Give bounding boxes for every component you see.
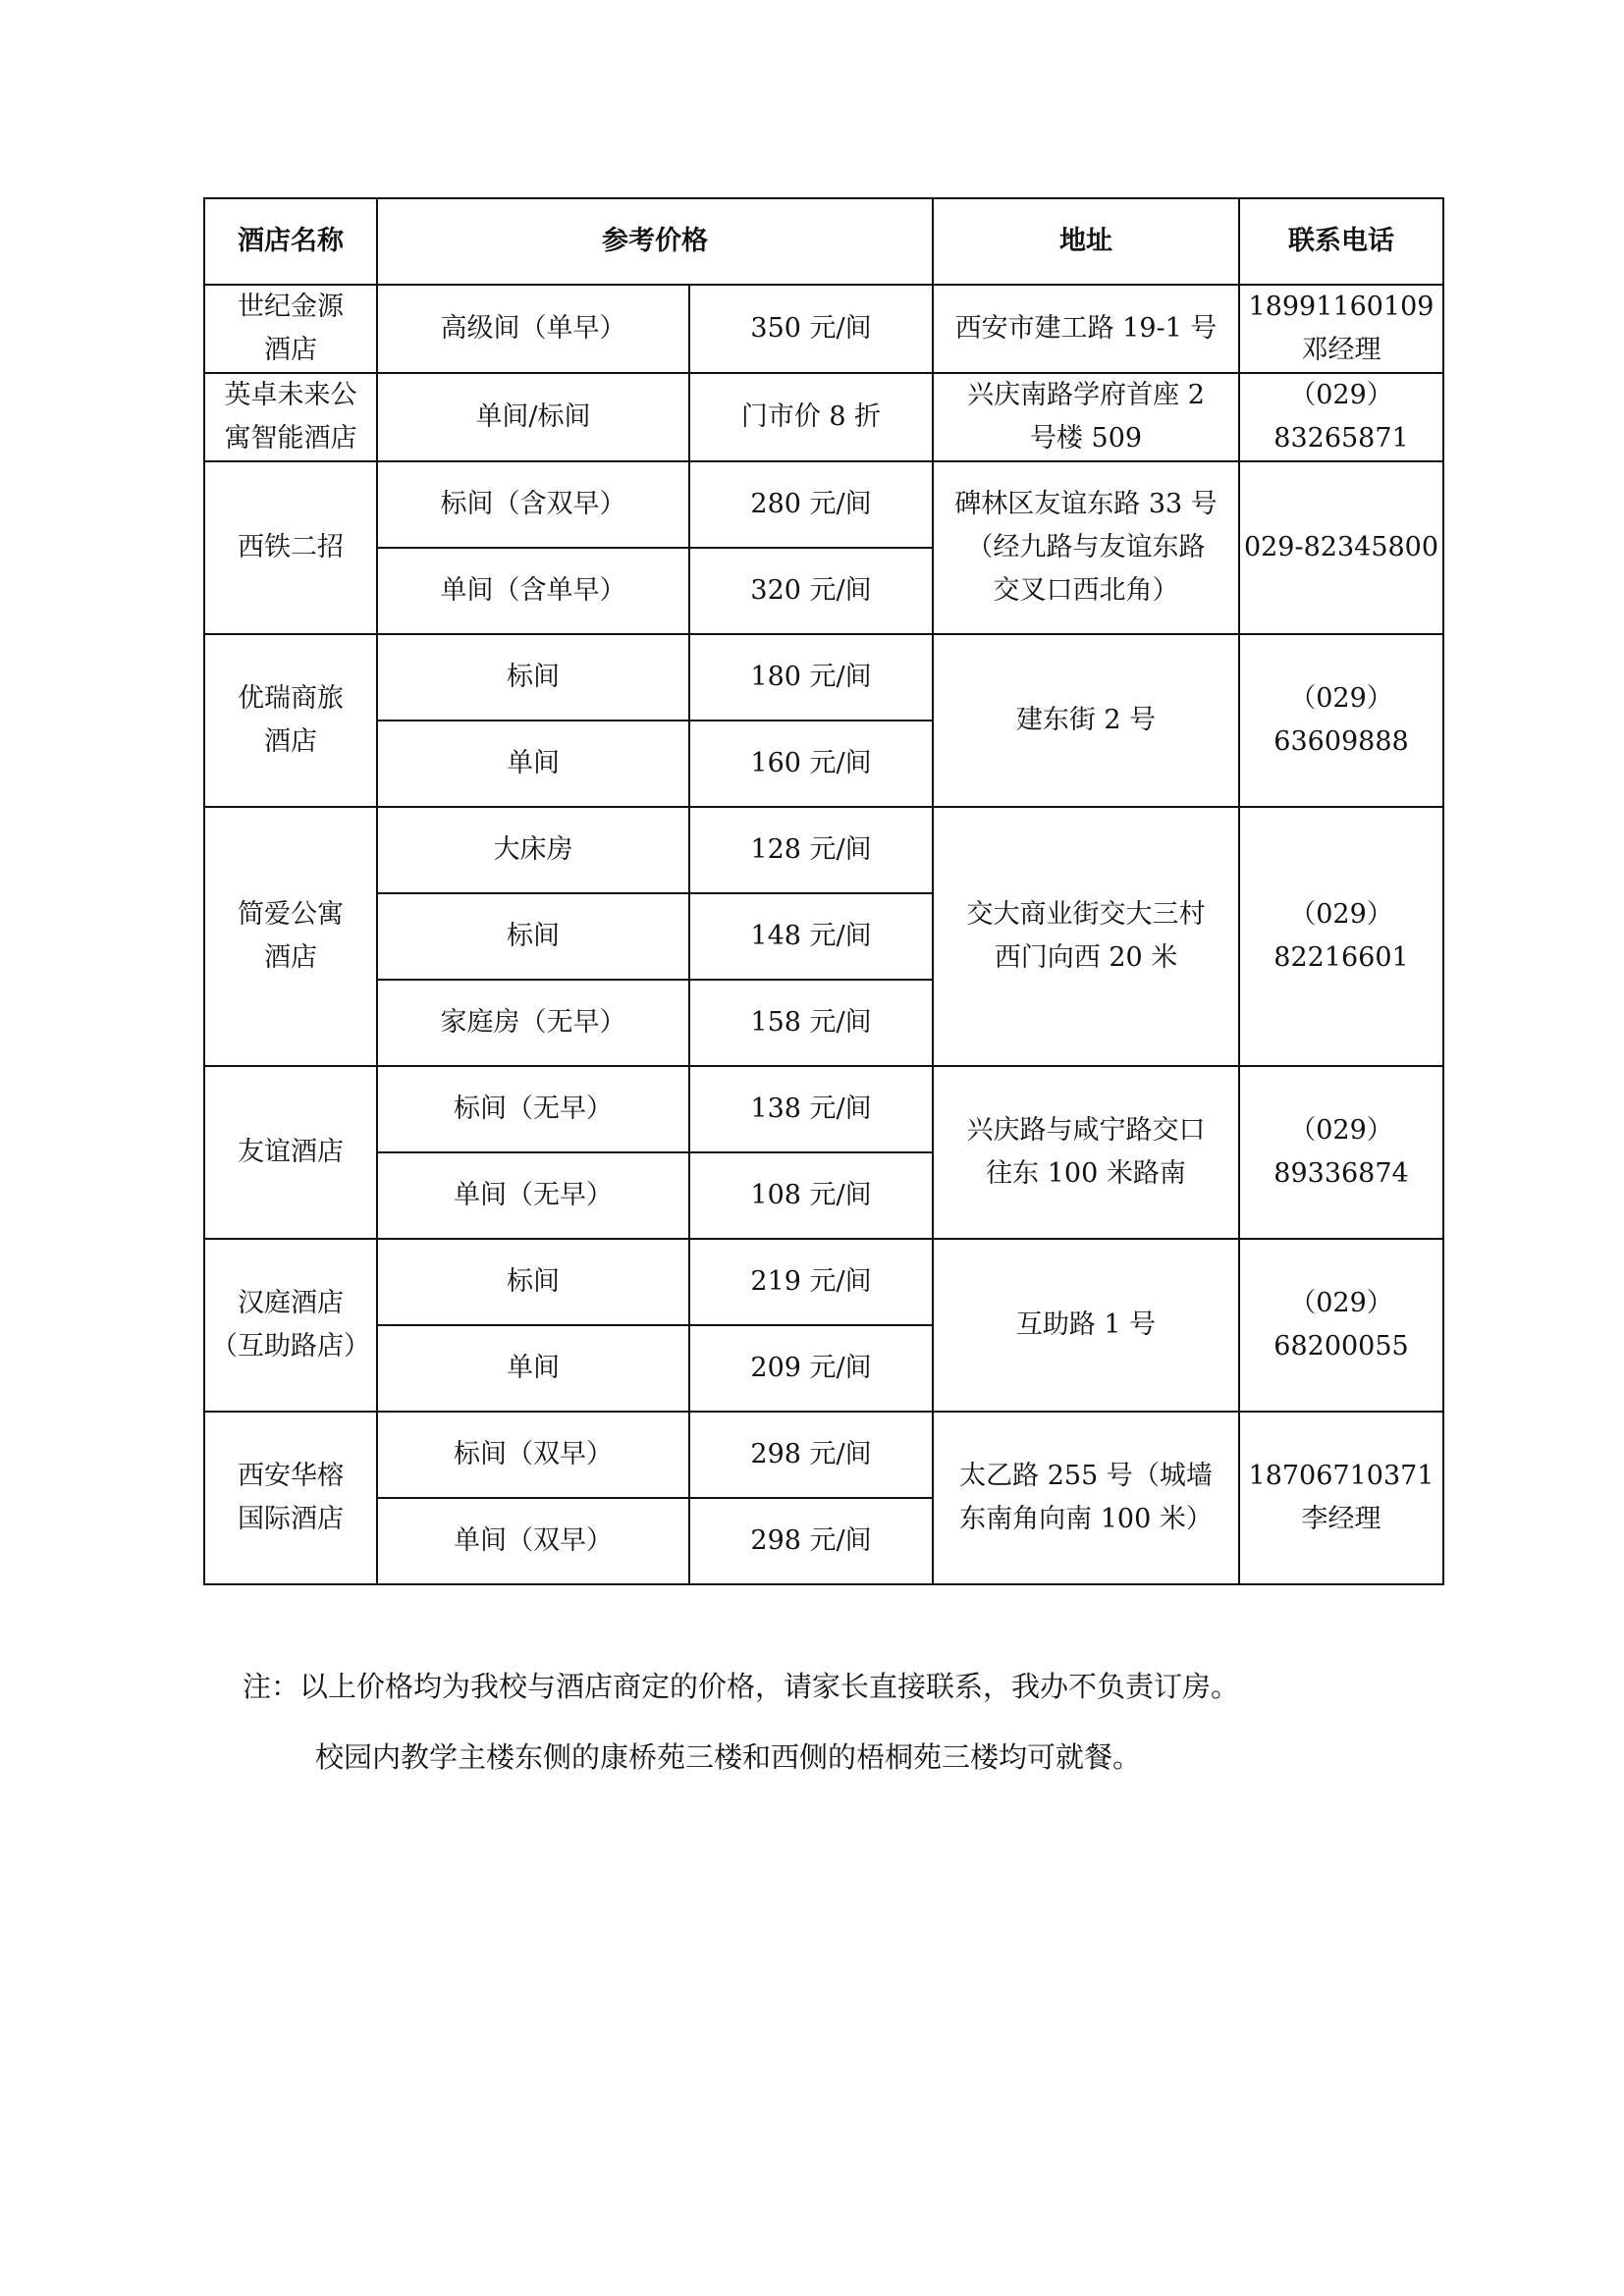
phone-cell bbox=[1239, 634, 1443, 807]
address-cell-line: 兴庆路与咸宁路交口 bbox=[966, 1115, 1206, 1146]
hotel-name-cell bbox=[204, 285, 377, 373]
address-cell-line: 号楼 509 bbox=[1029, 423, 1143, 454]
phone-cell bbox=[1239, 461, 1443, 634]
address-cell bbox=[933, 807, 1239, 1066]
address-cell-line: 西安市建工路 19-1 号 bbox=[954, 313, 1218, 344]
address-cell-line: 兴庆南路学府首座 2 bbox=[967, 380, 1205, 410]
room-price-cell: 128 元/间 bbox=[689, 807, 933, 893]
hotel-name-cell bbox=[204, 807, 377, 1066]
room-price-cell: 320 元/间 bbox=[689, 548, 933, 634]
room-type-cell: 标间 bbox=[377, 634, 689, 721]
address-cell-line: 互助路 1 号 bbox=[1015, 1309, 1157, 1340]
phone-cell-line: （029） bbox=[1289, 1288, 1393, 1318]
room-type-cell: 高级间（单早） bbox=[377, 285, 689, 373]
room-type-cell: 单间（无早） bbox=[377, 1152, 689, 1239]
phone-cell-line: （029） bbox=[1289, 683, 1393, 714]
address-cell-line: 往东 100 米路南 bbox=[986, 1158, 1186, 1189]
hotel-name-cell-line: 酒店 bbox=[264, 942, 317, 973]
table-row bbox=[204, 807, 1443, 893]
address-cell bbox=[933, 373, 1239, 461]
hotel-price-table bbox=[203, 197, 1444, 1585]
room-price-cell: 298 元/间 bbox=[689, 1412, 933, 1498]
room-type-cell: 标间（双早） bbox=[377, 1412, 689, 1498]
hotel-name-cell-line: 英卓未来公 bbox=[224, 380, 357, 410]
address-cell bbox=[933, 634, 1239, 807]
hotel-name-cell-line: 寓智能酒店 bbox=[224, 423, 357, 454]
table-row bbox=[204, 461, 1443, 548]
phone-cell bbox=[1239, 285, 1443, 373]
address-cell-line: 交大商业街交大三村 bbox=[966, 899, 1206, 930]
address-cell-line: （经九路与友谊东路 bbox=[966, 532, 1206, 562]
phone-cell bbox=[1239, 1239, 1443, 1412]
table-row bbox=[204, 1239, 1443, 1325]
hotel-name-cell-line: （互助路店） bbox=[211, 1331, 370, 1362]
address-cell bbox=[933, 1066, 1239, 1239]
hotel-name-cell-line: 西安华榕 bbox=[238, 1461, 344, 1491]
address-cell-line: 交叉口西北角） bbox=[993, 575, 1179, 606]
table-body bbox=[204, 285, 1443, 1584]
phone-cell-line: （029） bbox=[1289, 380, 1393, 410]
hotel-name-cell bbox=[204, 634, 377, 807]
phone-cell-line: 89336874 bbox=[1273, 1158, 1409, 1189]
phone-cell-line: 83265871 bbox=[1273, 423, 1409, 454]
header-address: 地址 bbox=[933, 198, 1239, 285]
hotel-name-cell-line: 世纪金源 bbox=[238, 292, 344, 322]
table-row bbox=[204, 373, 1443, 461]
phone-cell-line: 82216601 bbox=[1273, 942, 1409, 973]
address-cell bbox=[933, 285, 1239, 373]
phone-cell-line: 68200055 bbox=[1273, 1331, 1409, 1362]
address-cell-line: 东南角向南 100 米） bbox=[959, 1504, 1213, 1534]
room-price-cell: 138 元/间 bbox=[689, 1066, 933, 1152]
table-row bbox=[204, 285, 1443, 373]
room-type-cell: 标间 bbox=[377, 893, 689, 980]
room-price-cell: 160 元/间 bbox=[689, 721, 933, 807]
room-type-cell: 标间（无早） bbox=[377, 1066, 689, 1152]
room-price-cell: 350 元/间 bbox=[689, 285, 933, 373]
room-type-cell: 单间 bbox=[377, 1325, 689, 1412]
address-cell-line: 太乙路 255 号（城墙 bbox=[959, 1461, 1213, 1491]
room-price-cell: 180 元/间 bbox=[689, 634, 933, 721]
room-type-cell: 大床房 bbox=[377, 807, 689, 893]
table-header-row bbox=[204, 198, 1443, 285]
address-cell bbox=[933, 1412, 1239, 1584]
address-cell bbox=[933, 1239, 1239, 1412]
hotel-name-cell bbox=[204, 1412, 377, 1584]
address-cell bbox=[933, 461, 1239, 634]
room-price-cell: 280 元/间 bbox=[689, 461, 933, 548]
room-price-cell: 298 元/间 bbox=[689, 1498, 933, 1584]
hotel-name-cell-line: 酒店 bbox=[264, 335, 317, 365]
room-type-cell: 单间/标间 bbox=[377, 373, 689, 461]
hotel-name-cell-line: 西铁二招 bbox=[238, 532, 344, 562]
phone-cell-line: 18991160109 bbox=[1248, 292, 1435, 322]
hotel-name-cell bbox=[204, 461, 377, 634]
table-row bbox=[204, 1412, 1443, 1498]
hotel-name-cell-line: 酒店 bbox=[264, 726, 317, 757]
room-price-cell: 209 元/间 bbox=[689, 1325, 933, 1412]
phone-cell bbox=[1239, 1066, 1443, 1239]
room-price-cell: 门市价 8 折 bbox=[689, 373, 933, 461]
phone-cell-line: 李经理 bbox=[1301, 1504, 1381, 1534]
header-hotel-name: 酒店名称 bbox=[204, 198, 377, 285]
phone-cell bbox=[1239, 807, 1443, 1066]
address-cell-line: 建东街 2 号 bbox=[1015, 705, 1157, 735]
header-phone: 联系电话 bbox=[1239, 198, 1443, 285]
hotel-name-cell-line: 优瑞商旅 bbox=[238, 683, 344, 714]
hotel-name-cell-line: 简爱公寓 bbox=[238, 899, 344, 930]
room-type-cell: 家庭房（无早） bbox=[377, 980, 689, 1066]
hotel-name-cell bbox=[204, 1066, 377, 1239]
note-line-1: 注：以上价格均为我校与酒店商定的价格，请家长直接联系，我办不负责订房。 bbox=[243, 1670, 1240, 1703]
room-price-cell: 158 元/间 bbox=[689, 980, 933, 1066]
phone-cell-line: （029） bbox=[1289, 899, 1393, 930]
room-price-cell: 219 元/间 bbox=[689, 1239, 933, 1325]
note-line-2: 校园内教学主楼东侧的康桥苑三楼和西侧的梧桐苑三楼均可就餐。 bbox=[315, 1740, 1142, 1774]
hotel-name-cell bbox=[204, 1239, 377, 1412]
header-reference-price: 参考价格 bbox=[377, 198, 933, 285]
phone-cell-line: 邓经理 bbox=[1301, 335, 1381, 365]
phone-cell-line: 029-82345800 bbox=[1243, 532, 1439, 562]
hotel-name-cell-line: 国际酒店 bbox=[238, 1504, 344, 1534]
room-type-cell: 单间（双早） bbox=[377, 1498, 689, 1584]
table-row bbox=[204, 634, 1443, 721]
phone-cell-line: 18706710371 bbox=[1248, 1461, 1435, 1491]
hotel-name-cell-line: 汉庭酒店 bbox=[238, 1288, 344, 1318]
room-type-cell: 单间 bbox=[377, 721, 689, 807]
address-cell-line: 碑林区友谊东路 33 号 bbox=[954, 489, 1218, 519]
room-type-cell: 标间（含双早） bbox=[377, 461, 689, 548]
phone-cell bbox=[1239, 373, 1443, 461]
phone-cell-line: 63609888 bbox=[1273, 726, 1409, 757]
room-type-cell: 单间（含单早） bbox=[377, 548, 689, 634]
phone-cell bbox=[1239, 1412, 1443, 1584]
room-price-cell: 108 元/间 bbox=[689, 1152, 933, 1239]
table-row bbox=[204, 1066, 1443, 1152]
phone-cell-line: （029） bbox=[1289, 1115, 1393, 1146]
room-type-cell: 标间 bbox=[377, 1239, 689, 1325]
hotel-name-cell bbox=[204, 373, 377, 461]
room-price-cell: 148 元/间 bbox=[689, 893, 933, 980]
address-cell-line: 西门向西 20 米 bbox=[994, 942, 1178, 973]
hotel-name-cell-line: 友谊酒店 bbox=[238, 1137, 344, 1167]
